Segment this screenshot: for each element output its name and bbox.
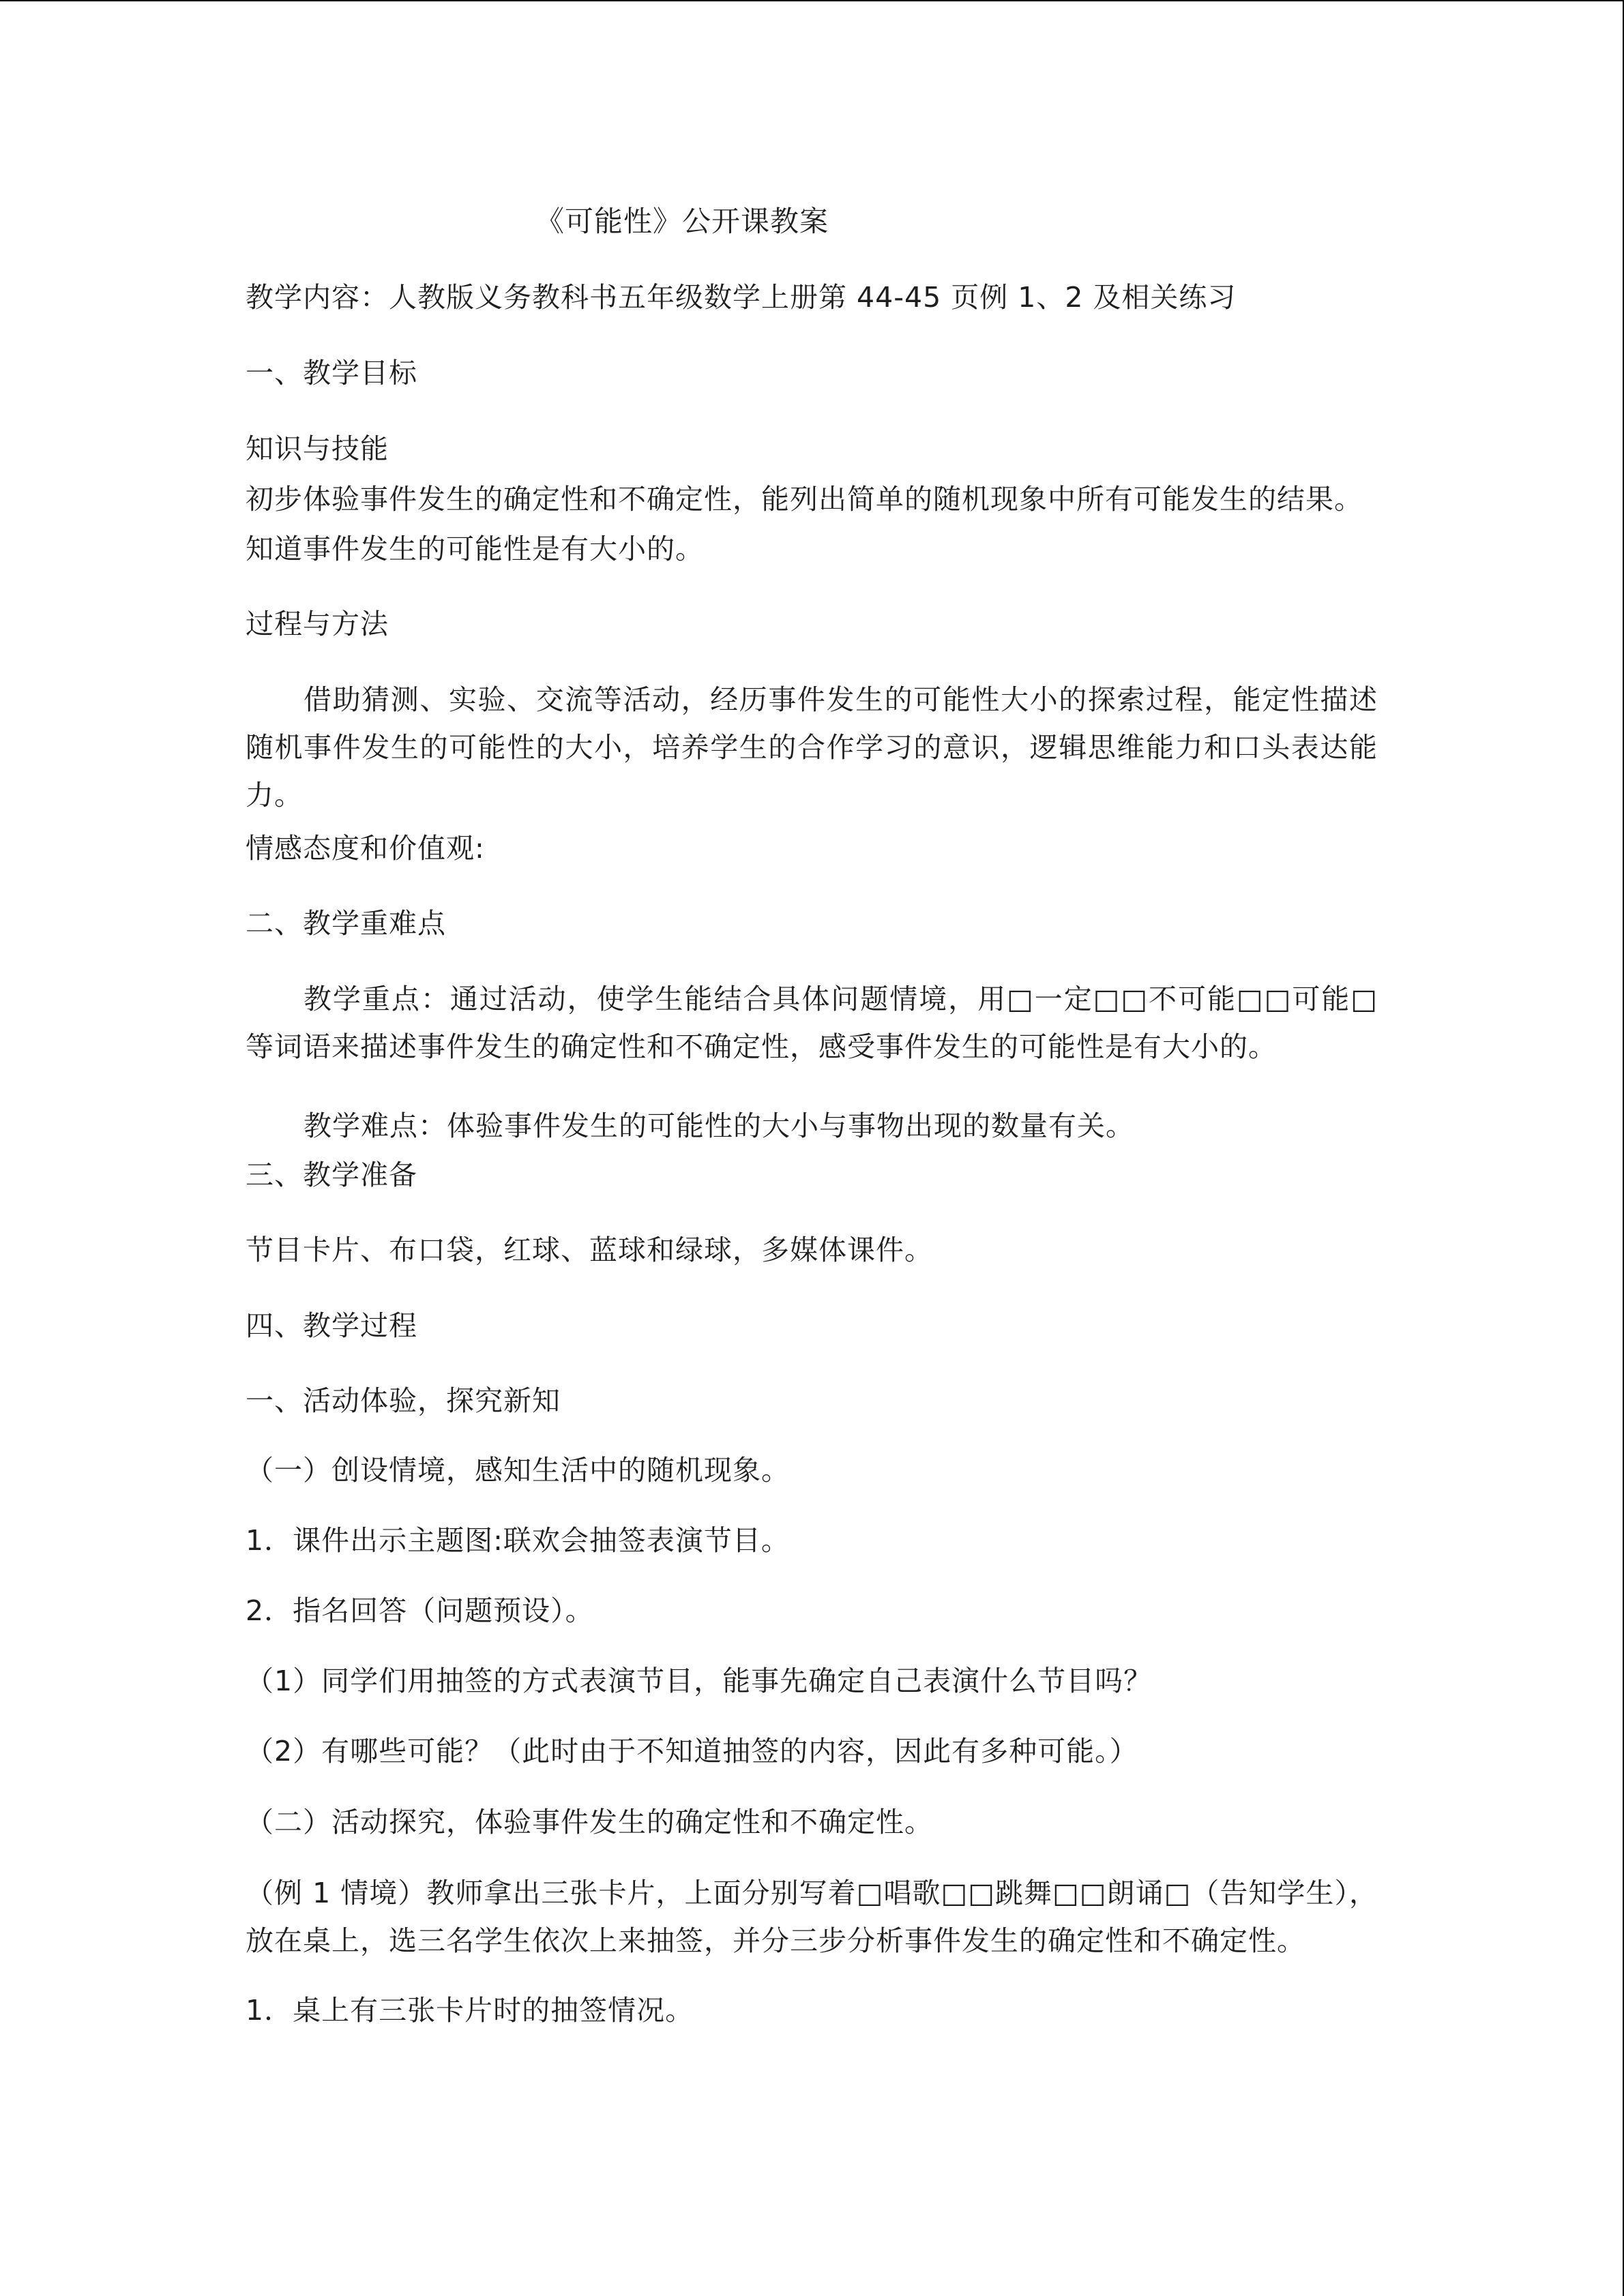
knowledge-line-2: 知道事件发生的可能性是有大小的。 xyxy=(246,533,704,565)
preparation-heading: 三、教学准备 xyxy=(246,1159,417,1191)
step-2: （二）活动探究，体验事件发生的确定性和不确定性。 xyxy=(246,1806,933,1838)
process-section-heading: 四、教学过程 xyxy=(246,1309,417,1342)
key-points-heading: 二、教学重难点 xyxy=(246,907,446,940)
activity-heading: 一、活动体验，探究新知 xyxy=(246,1384,561,1417)
process-paragraph: 借助猜测、实验、交流等活动，经历事件发生的可能性大小的探索过程，能定性描述随机事件发生的可能性的大小，培养学生的合作学习的意识，逻辑思维能力和口头表达能力。 xyxy=(246,683,1378,811)
question-2: （2）有哪些可能？（此时由于不知道抽签的内容，因此有多种可能。） xyxy=(246,1735,1138,1768)
document-title: 《可能性》公开课教案 xyxy=(535,205,829,238)
step-2-item-1: 1．桌上有三张卡片时的抽签情况。 xyxy=(246,1994,694,2027)
example-1-paragraph: （例 1 情境）教师拿出三张卡片，上面分别写着□唱歌□□跳舞□□朗诵□（告知学生），放在桌上，选三名学生依次上来抽签，并分三步分析事件发生的确定性和不确定性。 xyxy=(246,1877,1378,1957)
process-heading: 过程与方法 xyxy=(246,608,389,640)
step-1-item-2: 2．指名回答（问题预设）。 xyxy=(246,1594,594,1627)
teaching-content: 教学内容：人教版义务教科书五年级数学上册第 44-45 页例 1、2 及相关练习 xyxy=(246,281,1237,314)
attitude-heading: 情感态度和价值观: xyxy=(246,832,485,865)
key-point-paragraph: 教学重点：通过活动，使学生能结合具体问题情境，用□一定□□不可能□□可能□等词语来描述事件发生的确定性和不确定性，感受事件发生的可能性是有大小的。 xyxy=(246,983,1378,1063)
step-1-item-1: 1．课件出示主题图:联欢会抽签表演节目。 xyxy=(246,1524,790,1557)
preparation-text: 节目卡片、布口袋，红球、蓝球和绿球，多媒体课件。 xyxy=(246,1234,933,1266)
difficult-point: 教学难点：体验事件发生的可能性的大小与事物出现的数量有关。 xyxy=(304,1109,1134,1142)
knowledge-line-1: 初步体验事件发生的确定性和不确定性，能列出简单的随机现象中所有可能发生的结果。 xyxy=(246,483,1363,516)
step-1: （一）创设情境，感知生活中的随机现象。 xyxy=(246,1454,790,1487)
knowledge-heading: 知识与技能 xyxy=(246,432,389,465)
goals-heading: 一、教学目标 xyxy=(246,357,417,389)
question-1: （1）同学们用抽签的方式表演节目，能事先确定自己表演什么节目吗？ xyxy=(246,1665,1153,1697)
